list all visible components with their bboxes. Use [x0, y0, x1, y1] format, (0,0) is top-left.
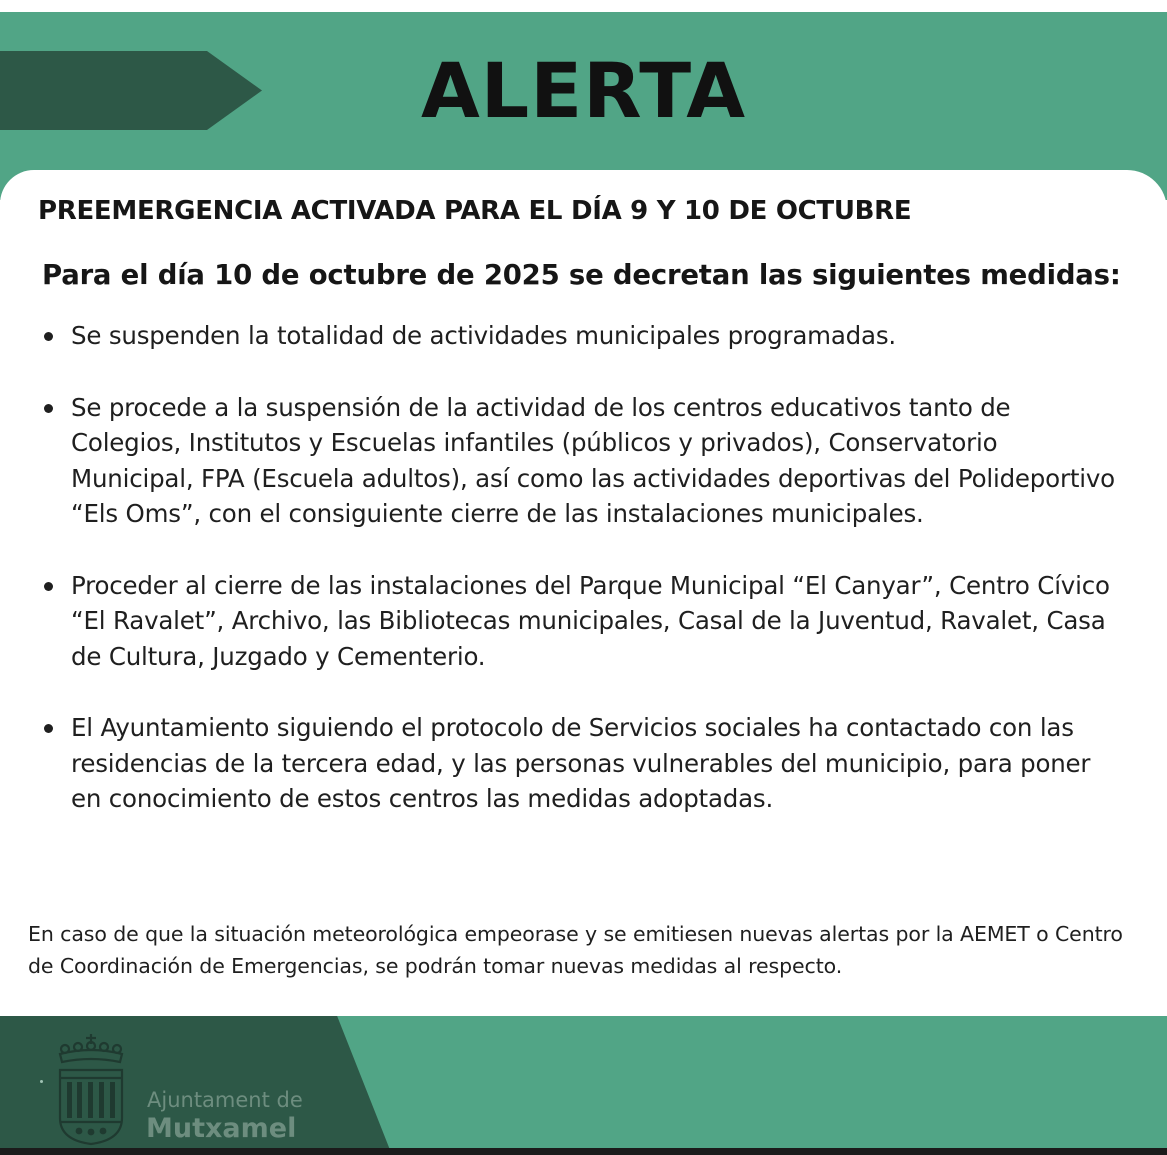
- measure-text: El Ayuntamiento siguiendo el protocolo de Servicios sociales ha contactado con las residencias de la tercera edad, y las personas vulnerables del municipio, para poner en conocimiento de estos centros las medidas adoptadas.: [71, 713, 1091, 813]
- measures-list: [0, 318, 1167, 817]
- org-name-line1: Ajuntament de: [147, 1088, 303, 1112]
- preemergency-heading: PREEMERGENCIA ACTIVADA PARA EL DÍA 9 Y 10 DE OCTUBRE: [38, 196, 912, 226]
- footer-bottom-border: [0, 1148, 1167, 1155]
- measure-item: [0, 710, 1167, 817]
- bullet-icon: [44, 582, 53, 591]
- decorative-dot: [40, 1080, 43, 1083]
- measure-text: Se procede a la suspensión de la actividad de los centros educativos tanto de Colegios, Institutos y Escuelas infantiles (públicos y privados), Conservatorio Municipal, FPA (Escuela adultos), así como las actividades deportivas del Polideportivo “Els Oms”, con el consiguiente cierre de las instalaciones municipales.: [71, 392, 1115, 528]
- measure-text: Proceder al cierre de las instalaciones del Parque Municipal “El Canyar”, Centro Cívico “El Ravalet”, Archivo, las Bibliotecas municipales, Casal de la Juventud, Ravalet, Casa de Cultura, Juzgado y Cementerio.: [71, 570, 1110, 671]
- measure-item: [0, 318, 1167, 354]
- footnote: En caso de que la situación meteorológica empeorase y se emitiesen nuevas alertas por la AEMET o Centro de Coordinación de Emergencias, se podrán tomar nuevas medidas al respecto.: [28, 922, 1123, 978]
- bullet-icon: [44, 724, 53, 733]
- municipal-crest-icon: [52, 1032, 130, 1148]
- top-border: [0, 0, 1167, 12]
- bullet-icon: [44, 332, 53, 341]
- alert-title: ALERTA: [420, 46, 747, 135]
- bullet-icon: [44, 404, 53, 413]
- measure-text: Se suspenden la totalidad de actividades municipales programadas.: [71, 321, 896, 350]
- org-name-line2: Mutxamel: [146, 1113, 297, 1144]
- measures-heading: Para el día 10 de octubre de 2025 se decretan las siguientes medidas:: [42, 259, 1121, 291]
- measure-item: [0, 568, 1167, 675]
- measure-item: [0, 390, 1167, 532]
